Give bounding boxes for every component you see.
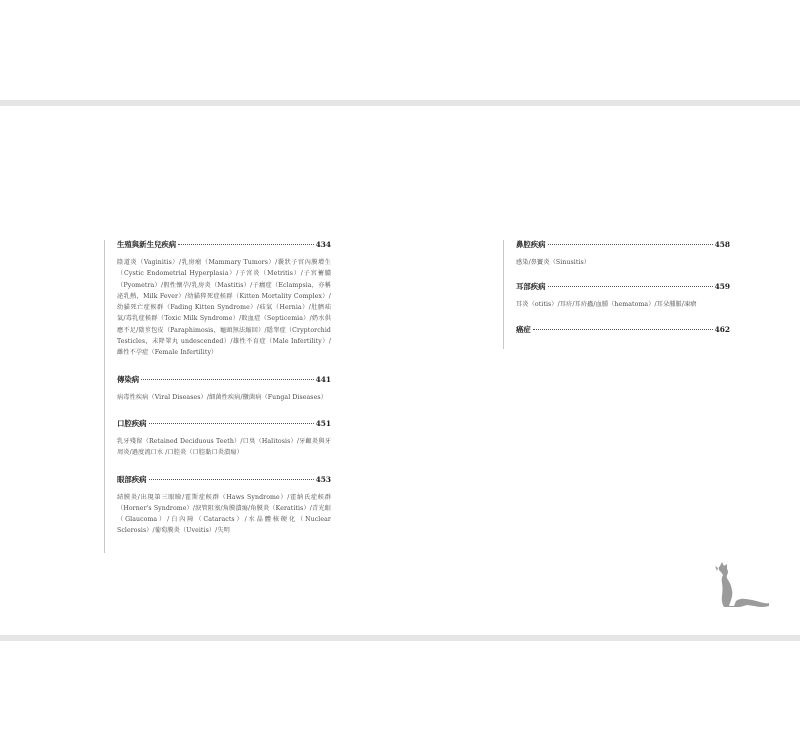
- section-topics: 病毒性疾病（Viral Diseases）/細菌性疾病/黴菌病（Fungal Diseases）: [117, 393, 327, 401]
- leader-dots: [178, 244, 313, 245]
- leader-dots: [533, 329, 713, 330]
- toc-heading[interactable]: [516, 240, 730, 250]
- toc-left-column: [104, 240, 331, 553]
- toc-section: [117, 419, 331, 459]
- toc-section: [117, 475, 331, 537]
- leader-dots: [548, 286, 713, 287]
- leader-dots: [548, 244, 713, 245]
- toc-right-column: [503, 240, 730, 349]
- section-topics: 感染/鼻竇炎（Sinusitis）: [516, 259, 591, 266]
- page-number: 462: [714, 324, 730, 334]
- section-topics: 耳炎（otitis）/耳疥/耳疥蟲/血腫（hematoma）/耳朵腫脹/凍瘡: [516, 301, 697, 309]
- leader-dots: [149, 479, 314, 480]
- toc-section: [516, 282, 730, 310]
- toc-section: [516, 325, 730, 335]
- toc-section: [516, 240, 730, 268]
- section-topics: 乳牙殘留（Retained Deciduous Teeth）/口臭（Halitosis）/牙齦炎與牙周炎/過度流口水 /口腔炎（口腔黏口炎潰瘍）: [117, 437, 331, 457]
- section-title: 生殖與新生兒疾病: [117, 240, 177, 249]
- section-title: 鼻腔疾病: [516, 240, 546, 249]
- page-number: 434: [315, 240, 331, 249]
- toc-heading[interactable]: [117, 475, 331, 485]
- page-number: 441: [315, 374, 331, 384]
- page-number: 459: [714, 282, 730, 292]
- toc-heading[interactable]: [516, 325, 730, 335]
- cat-silhouette-icon: [714, 562, 770, 608]
- section-title: 癌症: [516, 324, 531, 334]
- page-number: 453: [315, 474, 331, 484]
- toc-section: [117, 375, 331, 403]
- toc-heading[interactable]: [117, 419, 331, 429]
- top-divider: [0, 100, 800, 106]
- bottom-divider: [0, 635, 800, 641]
- section-title: 口腔疾病: [117, 418, 147, 428]
- toc-heading[interactable]: [117, 240, 331, 250]
- toc-section: [117, 240, 331, 359]
- leader-dots: [141, 379, 313, 380]
- section-title: 傳染病: [117, 374, 140, 384]
- section-topics: 結膜炎/出現第三眼瞼/霍斯症候群（Haws Syndrome）/霍納氏症候群（Horner's Syndrome）/淚管阻塞/角膜潰瘍/角膜炎（Keratitis）/青光眼（Glaucoma）/白內障（Cataracts）/水晶體核硬化（Nuclear Sclerosis）/葡萄膜炎（Uveitis）/失明: [117, 493, 331, 535]
- section-topics: 陰道炎（Vaginitis）/乳房瘤（Mammary Tumors）/囊狀子宮內膜增生（Cystic Endometrial Hyperplasia）/子宮炎（Metritis）/子宮蓄膿（Pyometra）/假性懷孕/乳房炎（Mastitis）/子癇症（Eclampsia，亦稱泌乳熱，Milk Fever）/幼貓猝死症候群（Kitten Mortality Complex）/幼貓死亡症候群（Fading Kitten Syndrome）/疝氣（Hernia）/肚臍疝氣/毒乳症候群（Toxic Milk Syndrome）/敗血症（Septicemia）/奶水供應不足/陰莖包皮（Paraphimosis，龜頭無法縮回）/隱睾症（Cryptorchid Testicles，未降睪丸 undescended）/雄性不育症（Male Infertility）/雌性不孕症（Female Infertility）: [117, 259, 331, 357]
- leader-dots: [149, 423, 314, 424]
- page-number: 451: [315, 418, 331, 428]
- toc-heading[interactable]: [117, 375, 331, 385]
- section-title: 耳部疾病: [516, 282, 546, 292]
- section-title: 眼部疾病: [117, 474, 147, 484]
- page-number: 458: [714, 240, 730, 249]
- toc-heading[interactable]: [516, 282, 730, 292]
